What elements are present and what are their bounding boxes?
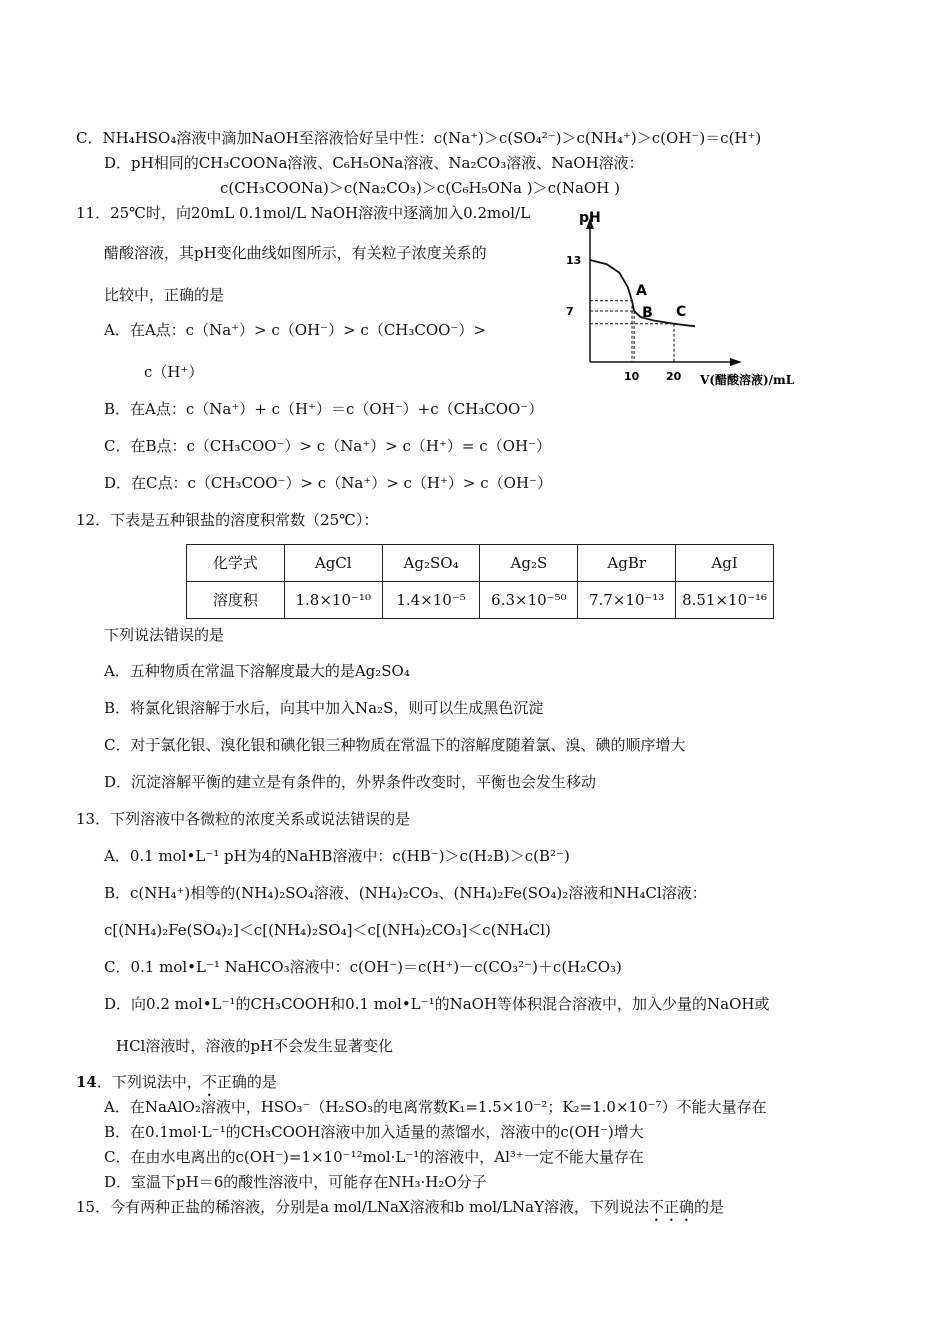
q11-option-c: C．在B点：c（CH₃COO⁻）> c（Na⁺）> c（H⁺）= c（OH⁻） xyxy=(104,437,551,455)
q11-option-a-line1: A．在A点：c（Na⁺）> c（OH⁻）> c（CH₃COO⁻）> xyxy=(104,321,486,339)
q13-option-b-line1: B．c(NH₄⁺)相等的(NH₄)₂SO₄溶液、(NH₄)₂CO₃、(NH₄)₂Fe(SO₄)₂溶液和NH₄Cl溶液： xyxy=(104,884,707,902)
q12-option-a: A．五种物质在常温下溶解度最大的是Ag₂SO₄ xyxy=(104,662,410,680)
point-label-a: A xyxy=(636,282,647,299)
x-tick-label: 10 xyxy=(624,370,640,383)
table-header-row xyxy=(187,545,774,582)
chart-guides xyxy=(590,301,674,362)
q14-stem xyxy=(76,1073,277,1100)
q13-option-a: A．0.1 mol•L⁻¹ pH为4的NaHB溶液中：c(HB⁻)＞c(H₂B)＞c(B²⁻) xyxy=(104,847,570,865)
q14-option-b: B．在0.1mol·L⁻¹的CH₃COOH溶液中加入适量的蒸馏水，溶液中的c(OH⁻)增大 xyxy=(104,1123,644,1141)
q11-option-b: B．在A点：c（Na⁺）+ c（H⁺）＝c（OH⁻）+c（CH₃COO⁻） xyxy=(104,400,544,418)
y-tick-label: 7 xyxy=(566,305,574,318)
table-cell: 1.8×10⁻¹⁰ xyxy=(284,582,382,619)
chart-ticks xyxy=(566,254,682,383)
q11-stem-line3: 比较中，正确的是 xyxy=(104,286,225,304)
q15-stem-post: 的是 xyxy=(694,1198,725,1216)
table-cell: 溶度积 xyxy=(187,582,285,619)
q10-option-d-line1: D．pH相同的CH₃COONa溶液、C₆H₅ONa溶液、Na₂CO₃溶液、NaOH溶液： xyxy=(104,154,644,172)
ph-titration-chart xyxy=(562,204,812,394)
q12-option-c: C．对于氯化银、溴化银和碘化银三种物质在常温下的溶解度随着氯、溴、碘的顺序增大 xyxy=(104,736,686,754)
q12-ask: 下列说法错误的是 xyxy=(104,626,225,644)
table-cell: 1.4×10⁻⁵ xyxy=(382,582,480,619)
q13-option-d-line2: HCl溶液时，溶液的pH不会发生显著变化 xyxy=(116,1037,394,1055)
q13-option-d-line1: D．向0.2 mol•L⁻¹的CH₃COOH和0.1 mol•L⁻¹的NaOH等体积混合溶液中，加入少量的NaOH或 xyxy=(104,995,770,1013)
q15-stem-emphasis: 不正确 xyxy=(649,1198,695,1216)
q10-option-c: C．NH₄HSO₄溶液中滴加NaOH至溶液恰好呈中性：c(Na⁺)＞c(SO₄²⁻)＞c(NH₄⁺)＞c(OH⁻)＝c(H⁺) xyxy=(76,129,762,147)
y-axis-label: pH xyxy=(579,210,601,226)
q14-stem-pre: ．下列说法中， xyxy=(96,1073,202,1091)
point-label-c: C xyxy=(676,303,687,320)
q13-stem: 13．下列溶液中各微粒的浓度关系或说法错误的是 xyxy=(76,810,411,828)
q11-stem-line1: 11．25℃时，向20mL 0.1mol/L NaOH溶液中逐滴加入0.2mol/L xyxy=(76,204,531,222)
x-axis-arrow xyxy=(730,358,742,366)
table-cell: AgI xyxy=(676,545,774,582)
table-cell: Ag₂S xyxy=(480,545,578,582)
q14-option-c: C．在由水电离出的c(OH⁻)=1×10⁻¹²mol·L⁻¹的溶液中，Al³⁺一定不能大量存在 xyxy=(104,1148,644,1166)
x-tick-label: 20 xyxy=(666,370,682,383)
table-cell: 8.51×10⁻¹⁶ xyxy=(676,582,774,619)
q12-stem: 12．下表是五种银盐的溶度积常数（25℃）： xyxy=(76,511,379,529)
table-cell: 7.7×10⁻¹³ xyxy=(578,582,676,619)
chart-axes xyxy=(586,218,742,366)
x-axis-label: V(醋酸溶液)/mL xyxy=(700,373,795,387)
q10-option-d-line2: c(CH₃COONa)＞c(Na₂CO₃)＞c(C₆H₅ONa )＞c(NaOH ) xyxy=(220,179,620,197)
y-tick-label: 13 xyxy=(566,254,582,267)
q14-stem-emphasis: 不 xyxy=(201,1073,217,1091)
table-cell: AgBr xyxy=(578,545,676,582)
q14-option-d: D．室温下pH＝6的酸性溶液中，可能存在NH₃·H₂O分子 xyxy=(104,1173,487,1191)
q11-option-d: D．在C点：c（CH₃COO⁻）> c（Na⁺）> c（H⁺）> c（OH⁻） xyxy=(104,474,552,492)
q12-option-d: D．沉淀溶解平衡的建立是有条件的，外界条件改变时，平衡也会发生移动 xyxy=(104,773,597,791)
table-row xyxy=(187,582,774,619)
q14-stem-post: 正确的是 xyxy=(216,1073,277,1091)
q14-number: 14 xyxy=(76,1073,97,1091)
point-label-b: B xyxy=(642,305,653,321)
q11-stem-line2: 醋酸溶液，其pH变化曲线如图所示，有关粒子浓度关系的 xyxy=(104,244,487,262)
q12-option-b: B．将氯化银溶解于水后，向其中加入Na₂S，则可以生成黑色沉淀 xyxy=(104,699,544,717)
table-cell: AgCl xyxy=(284,545,382,582)
q14-option-a: A．在NaAlO₂溶液中，HSO₃⁻（H₂SO₃的电离常数K₁=1.5×10⁻²；K₂=1.0×10⁻⁷）不能大量存在 xyxy=(104,1098,767,1116)
q11-option-a-line2: c（H⁺） xyxy=(144,363,204,381)
chart-point-labels xyxy=(636,283,686,321)
q15-stem-pre: 15．今有两种正盐的稀溶液，分别是a mol/LNaX溶液和b mol/LNaY溶液，下列说法 xyxy=(76,1198,650,1216)
q15-stem xyxy=(76,1198,724,1225)
q13-option-b-line2: c[(NH₄)₂Fe(SO₄)₂]＜c[(NH₄)₂SO₄]＜c[(NH₄)₂CO₃]＜c(NH₄Cl) xyxy=(104,921,551,939)
table-cell: 化学式 xyxy=(187,545,285,582)
table-cell: 6.3×10⁻⁵⁰ xyxy=(480,582,578,619)
q13-option-c: C．0.1 mol•L⁻¹ NaHCO₃溶液中：c(OH⁻)＝c(H⁺)－c(CO₃²⁻)＋c(H₂CO₃) xyxy=(104,958,622,976)
solubility-product-table xyxy=(186,544,774,619)
table-cell: Ag₂SO₄ xyxy=(382,545,480,582)
